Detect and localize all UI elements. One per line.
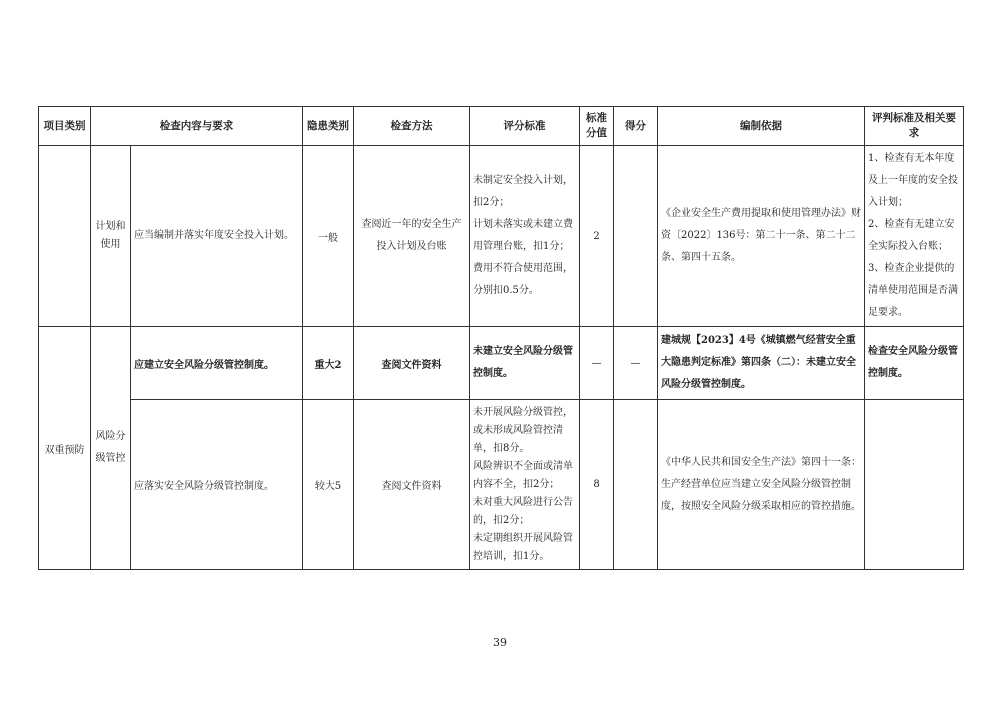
table-row bbox=[39, 400, 964, 570]
scoring-cell: 未建立安全风险分级管控制度。 bbox=[470, 327, 580, 400]
category-cell: 双重预防 bbox=[39, 327, 91, 570]
header-method: 检查方法 bbox=[354, 107, 470, 146]
score-cell: — bbox=[580, 327, 614, 400]
header-basis: 编制依据 bbox=[658, 107, 865, 146]
subcategory-cell: 计划和使用 bbox=[91, 146, 131, 327]
header-row bbox=[39, 107, 964, 146]
score-cell: 8 bbox=[580, 400, 614, 570]
hazard-cell: 较大5 bbox=[303, 400, 354, 570]
header-criteria: 评判标准及相关要求 bbox=[865, 107, 964, 146]
basis-cell: 《中华人民共和国安全生产法》第四十一条：生产经营单位应当建立安全风险分级管控制度，按照安全风险分级采取相应的管控措施。 bbox=[658, 400, 865, 570]
got-cell bbox=[614, 400, 658, 570]
content-cell: 应建立安全风险分级管控制度。 bbox=[131, 327, 303, 400]
header-content: 检查内容与要求 bbox=[91, 107, 303, 146]
content-cell: 应落实安全风险分级管控制度。 bbox=[131, 400, 303, 570]
table-row bbox=[39, 327, 964, 400]
criteria-cell: 检查安全风险分级管控制度。 bbox=[865, 327, 964, 400]
subcategory-cell: 风险分级管控 bbox=[91, 327, 131, 570]
header-category: 项目类别 bbox=[39, 107, 91, 146]
category-cell-empty bbox=[39, 146, 91, 327]
scoring-cell: 未制定安全投入计划，扣2分； 计划未落实或未建立费用管理台账，扣1分； 费用不符合使用范围，分别扣0.5分。 bbox=[470, 146, 580, 327]
method-cell: 查阅近一年的安全生产投入计划及台账 bbox=[354, 146, 470, 327]
got-cell: — bbox=[614, 327, 658, 400]
hazard-cell: 一般 bbox=[303, 146, 354, 327]
scoring-cell: 未开展风险分级管控，或未形成风险管控清单，扣8分。 风险辨识不全面或清单内容不全，扣2分； 未对重大风险进行公告的，扣2分； 未定期组织开展风险管控培训，扣1分。 bbox=[470, 400, 580, 570]
header-got: 得分 bbox=[614, 107, 658, 146]
criteria-cell bbox=[865, 400, 964, 570]
got-cell bbox=[614, 146, 658, 327]
header-scoring: 评分标准 bbox=[470, 107, 580, 146]
method-cell: 查阅文件资料 bbox=[354, 400, 470, 570]
score-cell: 2 bbox=[580, 146, 614, 327]
content-cell: 应当编制并落实年度安全投入计划。 bbox=[131, 146, 303, 327]
page-number: 39 bbox=[493, 636, 507, 649]
method-cell: 查阅文件资料 bbox=[354, 327, 470, 400]
header-score: 标准分值 bbox=[580, 107, 614, 146]
header-hazard: 隐患类别 bbox=[303, 107, 354, 146]
hazard-cell: 重大2 bbox=[303, 327, 354, 400]
criteria-cell: 1、检查有无本年度及上一年度的安全投入计划； 2、检查有无建立安全实际投入台账； 3、检查企业提供的清单使用范围是否满足要求。 bbox=[865, 146, 964, 327]
inspection-table bbox=[38, 106, 964, 570]
basis-cell: 建城规【2023】4号《城镇燃气经营安全重大隐患判定标准》第四条（二）：未建立安全风险分级管控制度。 bbox=[658, 327, 865, 400]
table-row bbox=[39, 146, 964, 327]
basis-cell: 《企业安全生产费用提取和使用管理办法》财资〔2022〕136号：第二十一条、第二十二条、第四十五条。 bbox=[658, 146, 865, 327]
